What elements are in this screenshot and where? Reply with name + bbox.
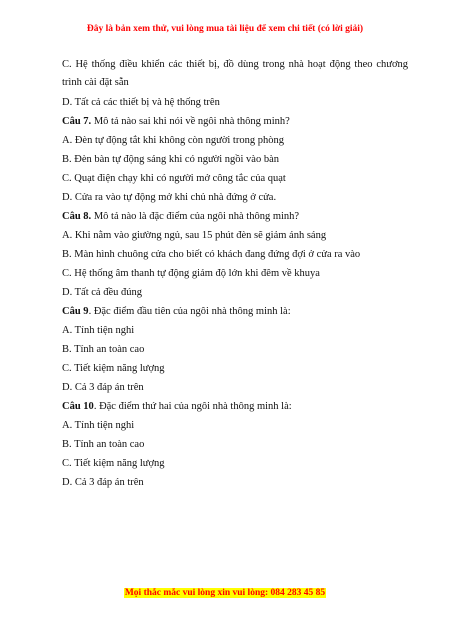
q9-option-c: C. Tiết kiệm năng lượng [62, 363, 165, 374]
question-10 [62, 397, 408, 416]
q8-option-b: B. Màn hình chuông cửa cho biết có khách đang đứng đợi ở cửa ra vào [62, 249, 361, 260]
q8-option-c: C. Hệ thống âm thanh tự động giảm độ lớn khi đêm về khuya [62, 268, 320, 279]
option-d-previous: D. Tất cả các thiết bị và hệ thống trên [62, 97, 220, 108]
q10-option-d: D. Cả 3 đáp án trên [62, 477, 144, 488]
question-9 [62, 302, 408, 321]
q9-option-a: A. Tính tiện nghi [62, 325, 135, 336]
question-text: . Đặc điểm thứ hai của ngôi nhà thông minh là: [93, 401, 292, 412]
contact-footer [0, 588, 450, 598]
question-label: Câu 8. [62, 211, 92, 222]
q7-option-d: D. Cửa ra vào tự động mở khi chủ nhà đứng ở cửa. [62, 192, 277, 203]
question-label: Câu 7. [62, 116, 92, 127]
q7-option-a: A. Đèn tự động tắt khi không còn người trong phòng [62, 135, 284, 146]
question-label: Câu 10 [62, 401, 94, 412]
q9-option-d: D. Cả 3 đáp án trên [62, 382, 144, 393]
q7-option-c: C. Quạt điện chạy khi có người mở công tắc của quạt [62, 173, 286, 184]
option-c-previous: C. Hệ thống điều khiển các thiết bị, đồ dùng trong nhà hoạt động theo chương trình cài đặt sẵn [62, 59, 408, 88]
q10-option-b: B. Tính an toàn cao [62, 439, 145, 450]
q10-option-c: C. Tiết kiệm năng lượng [62, 458, 165, 469]
question-text: Mô tả nào sai khi nói về ngôi nhà thông minh? [91, 116, 290, 127]
q8-option-d: D. Tất cả đều đúng [62, 287, 142, 298]
q10-option-a: A. Tính tiện nghi [62, 420, 135, 431]
question-text: . Đặc điểm đầu tiên của ngôi nhà thông minh là: [88, 306, 291, 317]
q8-option-a: A. Khi nằm vào giường ngủ, sau 15 phút đèn sẽ giảm ánh sáng [62, 230, 327, 241]
question-8 [62, 207, 408, 226]
q9-option-b: B. Tính an toàn cao [62, 344, 145, 355]
document-body [62, 56, 408, 492]
question-7 [62, 112, 408, 131]
q7-option-b: B. Đèn bàn tự động sáng khi có người ngồi vào bàn [62, 154, 279, 165]
question-label: Câu 9 [62, 306, 89, 317]
preview-notice-header: Đây là bản xem thử, vui lòng mua tài liệu để xem chi tiết (có lời giải) [86, 24, 364, 34]
footer-text: Mọi thắc mắc vui lòng xin vui lòng: 084 283 45 85 [124, 588, 326, 598]
question-text: Mô tả nào là đặc điểm của ngôi nhà thông minh? [91, 211, 300, 222]
